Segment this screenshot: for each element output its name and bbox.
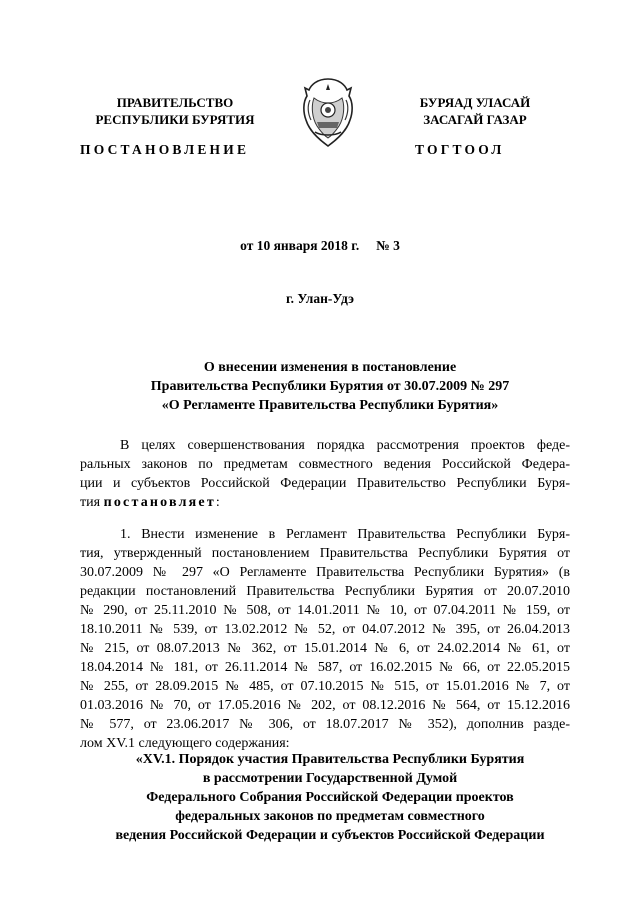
decree-word-russian: ПОСТАНОВЛЕНИЕ [80,142,250,157]
title-line3: «О Регламенте Правительства Республики Бурятия» [161,398,499,413]
decree-number: № 3 [376,238,400,253]
item1-line: лом XV.1 следующего содержания: [80,736,290,751]
preamble-line2: ральных законов по предметам совместного ведения Российской Федера- [80,457,570,472]
item1-line: 01.03.2016 № 70, от 17.05.2016 № 202, от 08.12.2016 № 564, от 15.12.2016 [80,698,570,713]
preamble-line3: ции и субъектов Российской Федерации Правительство Республики Буря- [80,476,570,491]
header-left-line1: ПРАВИТЕЛЬСТВО [116,95,234,110]
section-line1: «XV.1. Порядок участия Правительства Республики Бурятия [135,752,525,767]
title-line2: Правительства Республики Бурятия от 30.07.2009 № 297 [150,379,510,394]
item1-line: редакции постановлений Правительства Республики Бурятия от 20.07.2010 [80,584,570,599]
header-right-line2: ЗАСАГАЙ ГАЗАР [423,112,527,127]
date-number-line [0,238,640,254]
preamble-line1: В целях совершенствования порядка рассмотрения проектов феде- [120,438,570,453]
section-heading [80,750,580,845]
item1-line: № 577, от 23.06.2017 № 306, от 18.07.2017 № 352), дополнив разде- [80,717,570,732]
resolves-word: постановляет [103,495,216,510]
item1-line: 1. Внести изменение в Регламент Правительства Республики Буря- [120,527,570,542]
item1-line: 18.04.2014 № 181, от 26.11.2014 № 587, от 16.02.2015 № 66, от 22.05.2015 [80,660,570,675]
preamble-line4-suffix: : [215,495,220,510]
section-line2: в рассмотрении Государственной Думой [202,771,458,786]
coat-of-arms-icon [297,76,359,150]
preamble-paragraph [80,436,570,512]
decree-word-buryat: ТОГТООЛ [415,142,505,157]
preamble-line4 [80,493,570,512]
section-line4: федеральных законов по предметам совместного [175,809,485,824]
item1-line: 30.07.2009 № 297 «О Регламенте Правительства Республики Бурятия» (в [80,565,570,580]
city: г. Улан-Удэ [286,291,354,306]
item1-line: № 290, от 25.11.2010 № 508, от 14.01.2011 № 10, от 07.04.2011 № 159, от [80,603,570,618]
title-line1: О внесении изменения в постановление [203,360,457,375]
header-right-block [375,94,575,128]
header-right-line1: БУРЯАД УЛАСАЙ [419,95,531,110]
item1-line: № 215, от 08.07.2013 № 362, от 15.01.2014 № 6, от 24.02.2014 № 61, от [80,641,570,656]
preamble-line4-prefix: тия [80,495,101,510]
decree-date: от 10 января 2018 г. [240,238,360,253]
document-title [80,358,580,415]
item1-line: № 255, от 28.09.2015 № 485, от 07.10.2015 № 515, от 15.01.2016 № 7, от [80,679,570,694]
header-left-block [80,94,270,128]
section-line3: Федерального Собрания Российской Федерации проектов [146,790,514,805]
item1-line: 18.10.2011 № 539, от 13.02.2012 № 52, от 04.07.2012 № 395, от 26.04.2013 [80,622,570,637]
header-left-line2: РЕСПУБЛИКИ БУРЯТИЯ [95,112,255,127]
item1-line: тия, утвержденный постановлением Правительства Республики Бурятия от [80,546,570,561]
section-line5: ведения Российской Федерации и субъектов Российской Федерации [115,828,545,843]
item1-paragraph [80,525,570,753]
